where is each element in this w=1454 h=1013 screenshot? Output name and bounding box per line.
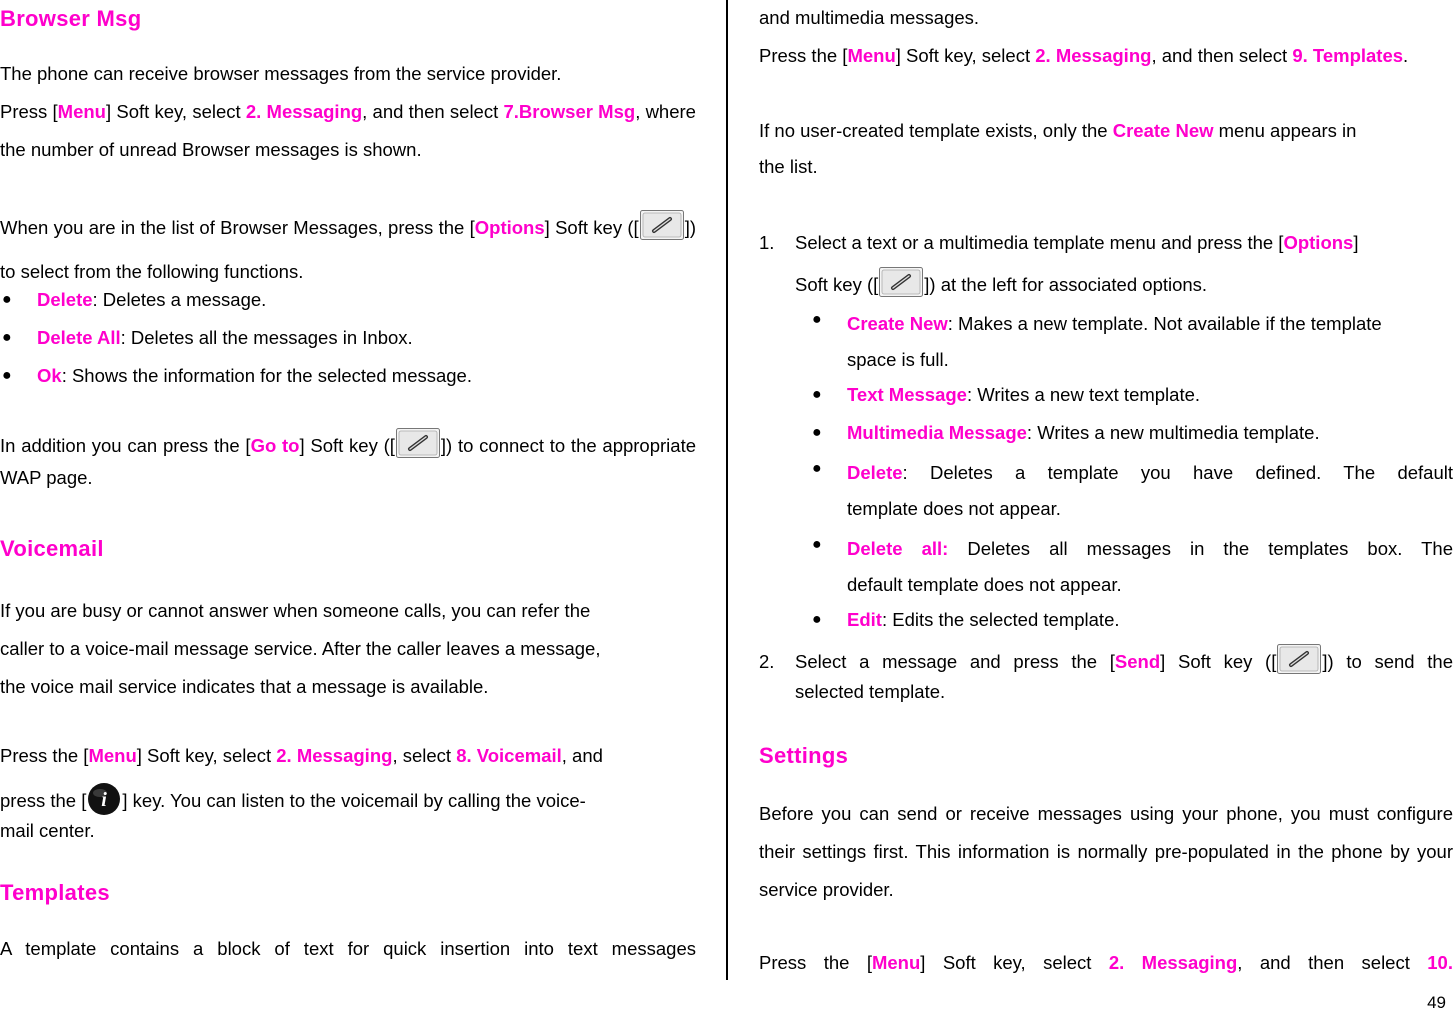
browser-msg-section bbox=[0, 6, 696, 32]
messaging-menu-label: 2. Messaging bbox=[245, 101, 363, 122]
create-new-label: Create New bbox=[1112, 120, 1214, 141]
bullet-icon: ● bbox=[812, 386, 822, 403]
bullet-icon: ● bbox=[812, 460, 822, 477]
bullet-icon: ● bbox=[2, 367, 12, 384]
voicemail-intro: If you are busy or cannot answer when someone calls, you can refer the caller to a voice-mail message service. After the caller leaves a message, the voice mail service indicates that a message is available. bbox=[0, 600, 601, 697]
column-divider bbox=[726, 0, 728, 980]
settings-intro: Before you can send or receive messages using your phone, you must configure their settings first. This information is normally pre-populated in the phone by your service provider. bbox=[759, 803, 1453, 900]
settings-heading: Settings bbox=[759, 743, 849, 768]
menu-key-label: Menu bbox=[871, 952, 921, 973]
left-soft-key-icon bbox=[640, 210, 684, 240]
bullet-icon: ● bbox=[812, 536, 822, 553]
ok-key-icon bbox=[87, 782, 121, 816]
voicemail-section bbox=[0, 536, 696, 562]
browser-list-instructions: When you are in the list of Browser Messages, press the [Options] Soft key ([ ]) to select from the following functions. bbox=[0, 206, 696, 294]
settings-menu-label: 10. bbox=[1427, 952, 1453, 973]
options-key-label: Options bbox=[474, 217, 545, 238]
templates-section bbox=[0, 880, 696, 906]
settings-section bbox=[759, 743, 1453, 769]
right-soft-key-icon bbox=[1277, 644, 1321, 674]
menu-key-label: Menu bbox=[847, 45, 896, 66]
voicemail-nav-instructions: Press the [Menu] Soft key, select 2. Messaging, select 8. Voicemail, and press the [ ] key. You can listen to the voicemail by calling the voice- mail center. bbox=[0, 745, 603, 841]
templates-nav-instructions: Press the [Menu] Soft key, select 2. Messaging, and then select 9. Templates. bbox=[759, 45, 1409, 66]
right-soft-key-icon bbox=[396, 428, 440, 458]
menu-key-label: Menu bbox=[88, 745, 137, 766]
bullet-icon: ● bbox=[812, 424, 822, 441]
settings-nav-instructions: Press the [Menu] Soft key, select 2. Messaging, and then select 10. bbox=[759, 952, 1453, 973]
browser-nav-instructions: Press [Menu] Soft key, select 2. Messaging, and then select 7.Browser Msg, where the number of unread Browser messages is shown. bbox=[0, 101, 696, 160]
send-key-label: Send bbox=[1114, 651, 1161, 672]
templates-menu-label: 9. Templates bbox=[1292, 45, 1404, 66]
templates-heading: Templates bbox=[0, 880, 110, 905]
browser-msg-heading: Browser Msg bbox=[0, 6, 142, 31]
goto-key-label: Go to bbox=[250, 435, 300, 456]
voicemail-menu-label: 8. Voicemail bbox=[456, 745, 562, 766]
menu-key-label: Menu bbox=[57, 101, 106, 122]
messaging-menu-label: 2. Messaging bbox=[1035, 45, 1152, 66]
manual-page: Browser Msg The phone can receive browser messages from the service provider. Press [Menu] Soft key, select 2. Messaging, and then select 7.Browser Msg, where the number of unread Browser messages is shown. When you are in the list of Browser Messages, press the [Options] Soft key ([ ]) to select from the following functions. ● Delete: Deletes a message. ● Delete All: Deletes all the messages in Inbox. ● Ok: Shows the information for the selected message. In addition you can press the [Go to] Soft key ([ ]) to connect to the appropriate WAP page. Voicemail If you are busy or cannot answer when someone calls, you can refer the caller to a voice-mail message service. After the caller leaves a message, the voice mail service indicates that a message is available. Press the [Menu] Soft key, select 2. Messaging, select 8. Voicemail, and press the [ ] key. You can listen to the voicemail by calling the voice- mail center. Templates A template contains a block of text for quick insertion into text messages and multimedia messages. Press the [Menu] Soft key, select 2. Messaging, and then select 9. Templates. If no user-created template exists, only the Create New menu appears in the list. 1. Select a text or a multimedia template menu and press the [Options] Soft key ([ ]) at the left for associated options. ● Create New: Makes a new template. Not available if the template space is full. ● Text Message: Writes a new text template. ● Multimedia Message: Writes a new multimedia template. ● Delete: Deletes a template you have defined. The default template does not appear. ● Delete all: Deletes all messages in the templates box. The default template does not appear. ● Edit: Edits the selected template. 2. Select a message and press the [Send] Soft key ([ ]) to send the selected template. Settings Before you can send or receive messages using your phone, you must configure their settings first. This information is normally pre-populated in the phone by your service provider. Press the [Menu] Soft key, select 2. Messaging, and then select 10. 49 bbox=[0, 0, 1454, 1013]
templates-intro: A template contains a block of text for quick insertion into text messages bbox=[0, 938, 696, 959]
goto-instructions: In addition you can press the [Go to] Soft key ([ ]) to connect to the appropriate WAP page. bbox=[0, 428, 696, 494]
browser-intro: The phone can receive browser messages from the service provider. bbox=[0, 63, 562, 84]
templates-intro-cont: and multimedia messages. bbox=[759, 7, 980, 28]
browser-msg-menu-label: 7.Browser Msg bbox=[503, 101, 636, 122]
bullet-icon: ● bbox=[812, 611, 822, 628]
messaging-menu-label: 2. Messaging bbox=[276, 745, 393, 766]
options-key-label: Options bbox=[1283, 232, 1354, 253]
create-new-note: If no user-created template exists, only the Create New menu appears in the list. bbox=[759, 120, 1357, 177]
voicemail-heading: Voicemail bbox=[0, 536, 104, 561]
page-number: 49 bbox=[1427, 993, 1446, 1012]
bullet-icon: ● bbox=[2, 329, 12, 346]
left-soft-key-icon bbox=[879, 267, 923, 297]
bullet-icon: ● bbox=[2, 291, 12, 308]
messaging-menu-label: 2. Messaging bbox=[1108, 952, 1238, 973]
bullet-icon: ● bbox=[812, 311, 822, 328]
